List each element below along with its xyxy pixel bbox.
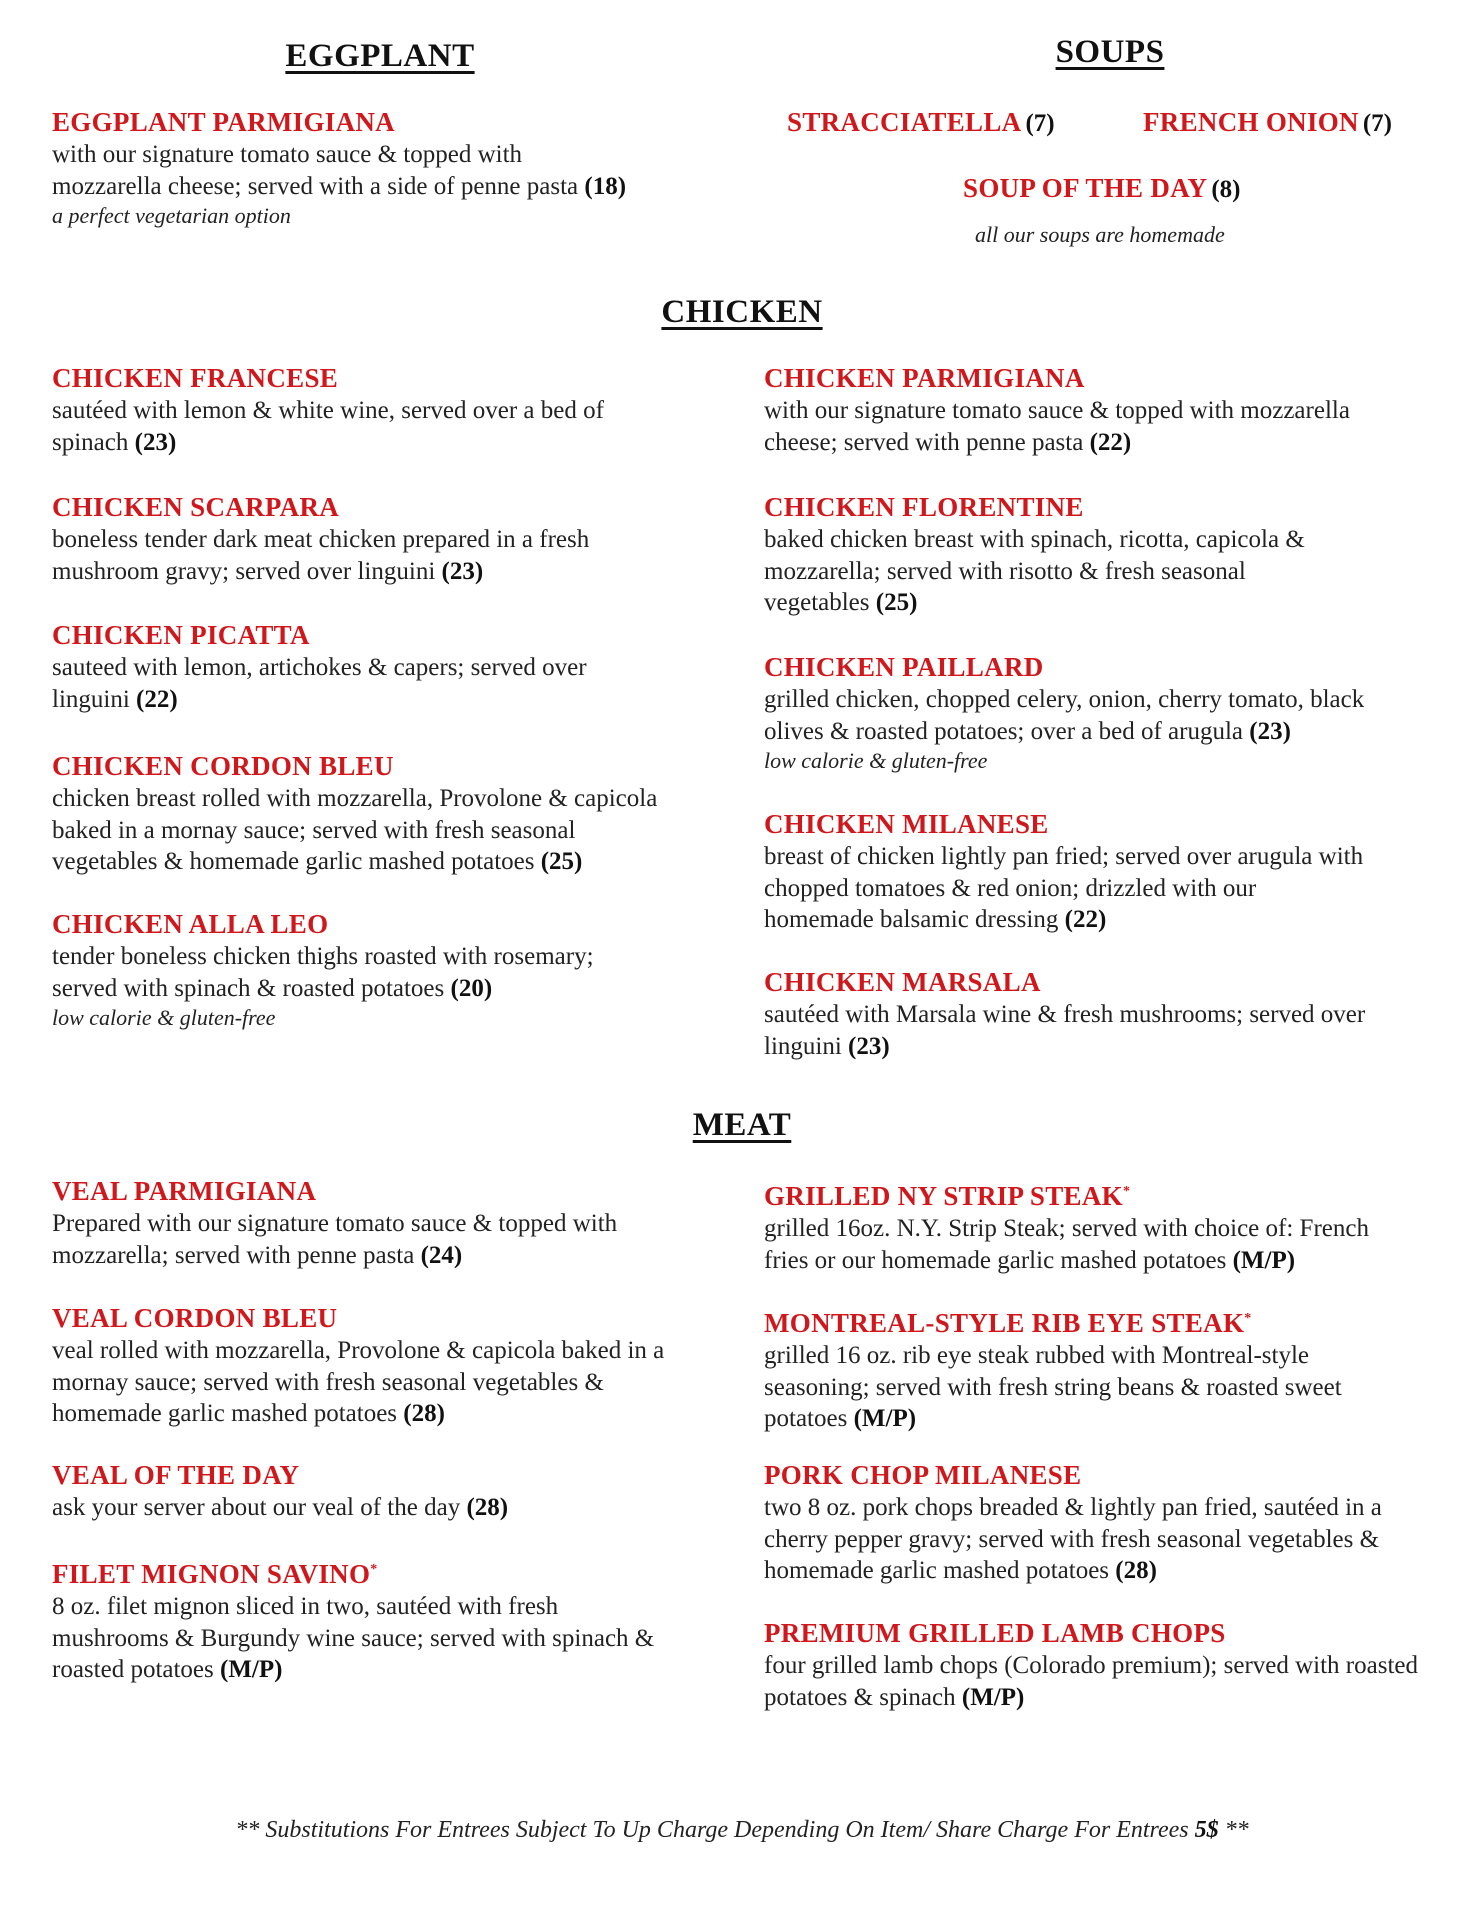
item-note: a perfect vegetarian option [52,203,291,228]
menu-item-eggplant-parmigiana [52,106,692,230]
menu-item-chicken-scarpara: CHICKEN SCARPARA boneless tender dark meat chicken prepared in a fresh mushroom gravy; served over linguini (23) [52,492,590,585]
asterisk-mark: * [370,1562,378,1577]
item-price: (M/P) [1232,1246,1296,1274]
meat-section-title: MEAT [692,1107,792,1143]
menu-item-chicken-picatta: CHICKEN PICATTA sauteed with lemon, artichokes & capers; served over linguini (22) [52,620,587,713]
item-price: (23) [1249,717,1291,745]
asterisk-mark: * [1244,1311,1252,1326]
item-price: (M/P) [961,1683,1025,1711]
menu-item-veal-of-the-day: VEAL OF THE DAY ask your server about our veal of the day (28) [52,1460,509,1521]
menu-item-filet-mignon-savino: FILET MIGNON SAVINO* 8 oz. filet mignon sliced in two, sautéed with fresh mushrooms & Burgundy wine sauce; served with spinach & roasted potatoes (M/P) [52,1559,655,1683]
share-charge-amount: 5$ [1194,1817,1219,1843]
menu-item-premium-lamb-chops: PREMIUM GRILLED LAMB CHOPS four grilled lamb chops (Colorado premium); served with roasted potatoes & spinach (M/P) [764,1618,1419,1711]
menu-item-chicken-alla-leo: CHICKEN ALLA LEO tender boneless chicken thighs roasted with rosemary; served with spinach & roasted potatoes (20) low calorie & gluten-free [52,908,752,1032]
menu-item-chicken-paillard: CHICKEN PAILLARD grilled chicken, chopped celery, onion, cherry tomato, black olives & roasted potatoes; over a bed of arugula (23) low calorie & gluten-free [764,651,1464,775]
soup-item-soup-of-the-day: SOUP OF THE DAY (8) [963,173,1241,203]
menu-item-chicken-parmigiana: CHICKEN PARMIGIANA with our signature tomato sauce & topped with mozzarella cheese; served with penne pasta (22) [764,363,1350,456]
item-price: (22) [136,685,178,713]
item-description: with our signature tomato sauce & topped with mozzarella cheese; served with a side of penne pasta (18) [52,141,627,200]
menu-item-chicken-florentine: CHICKEN FLORENTINE baked chicken breast with spinach, ricotta, capicola & mozzarella; served with risotto & fresh seasonal vegetables (25) [764,492,1305,616]
item-price: (22) [1089,428,1132,456]
menu-item-chicken-marsala: CHICKEN MARSALA sautéed with Marsala wine & fresh mushrooms; served over linguini (23) [764,967,1366,1060]
chicken-section-title: CHICKEN [661,294,823,330]
item-price: (23) [134,428,177,456]
item-price: (25) [540,848,583,875]
soups-note: all our soups are homemade [975,222,1225,247]
item-price: (M/P) [220,1656,283,1683]
item-price: (28) [466,1494,509,1521]
item-price: (24) [420,1241,463,1269]
menu-item-pork-chop-milanese: PORK CHOP MILANESE two 8 oz. pork chops breaded & lightly pan fried, sautéed in a cherry pepper gravy; served with fresh seasonal vegetables & homemade garlic mashed potatoes (28) [764,1460,1382,1584]
menu-item-chicken-francese: CHICKEN FRANCESE sautéed with lemon & white wine, served over a bed of spinach (23) [52,363,604,456]
soup-item-stracciatella: STRACCIATELLA (7) [787,107,1055,137]
item-price: (M/P) [853,1405,917,1432]
item-note: low calorie & gluten-free [764,748,988,773]
menu-item-veal-cordon-bleu: VEAL CORDON BLEU veal rolled with mozzarella, Provolone & capicola baked in a mornay sauce; served with fresh seasonal vegetables & homemade garlic mashed potatoes (28) [52,1303,665,1427]
item-price: (23) [848,1032,890,1060]
menu-item-chicken-milanese: CHICKEN MILANESE breast of chicken lightly pan fried; served over arugula with chopped tomatoes & red onion; drizzled with our homemade balsamic dressing (22) [764,809,1364,933]
item-price: (28) [1115,1557,1157,1584]
item-price: (28) [403,1400,445,1427]
soup-item-french-onion: FRENCH ONION (7) [1143,107,1393,137]
item-note: low calorie & gluten-free [52,1005,276,1030]
menu-item-grilled-ny-strip-steak: GRILLED NY STRIP STEAK* grilled 16oz. N.Y. Strip Steak; served with choice of: French fries or our homemade garlic mashed potatoes (M/P) [764,1181,1369,1274]
item-price: (25) [875,589,918,616]
item-price: (18) [584,172,627,200]
eggplant-section-title: EGGPLANT [285,38,475,74]
item-price: (20) [450,974,493,1002]
item-price: (22) [1064,906,1107,933]
item-name: EGGPLANT PARMIGIANA [52,107,395,137]
soups-section-title: SOUPS [1055,34,1165,70]
asterisk-mark: * [1122,1184,1131,1199]
menu-item-veal-parmigiana: VEAL PARMIGIANA Prepared with our signature tomato sauce & topped with mozzarella; served with penne pasta (24) [52,1176,618,1269]
menu-item-montreal-rib-eye-steak: MONTREAL-STYLE RIB EYE STEAK* grilled 16 oz. rib eye steak rubbed with Montreal-style seasoning; served with fresh string beans & roasted sweet potatoes (M/P) [764,1308,1342,1432]
menu-item-chicken-cordon-bleu: CHICKEN CORDON BLEU chicken breast rolled with mozzarella, Provolone & capicola baked in a mornay sauce; served with fresh seasonal vegetables & homemade garlic mashed potatoes (25) [52,751,658,875]
item-price: (23) [441,557,484,585]
footer-note: ** Substitutions For Entrees Subject To Up Charge Depending On Item/ Share Charge For Entrees 5$ ** [235,1817,1249,1843]
